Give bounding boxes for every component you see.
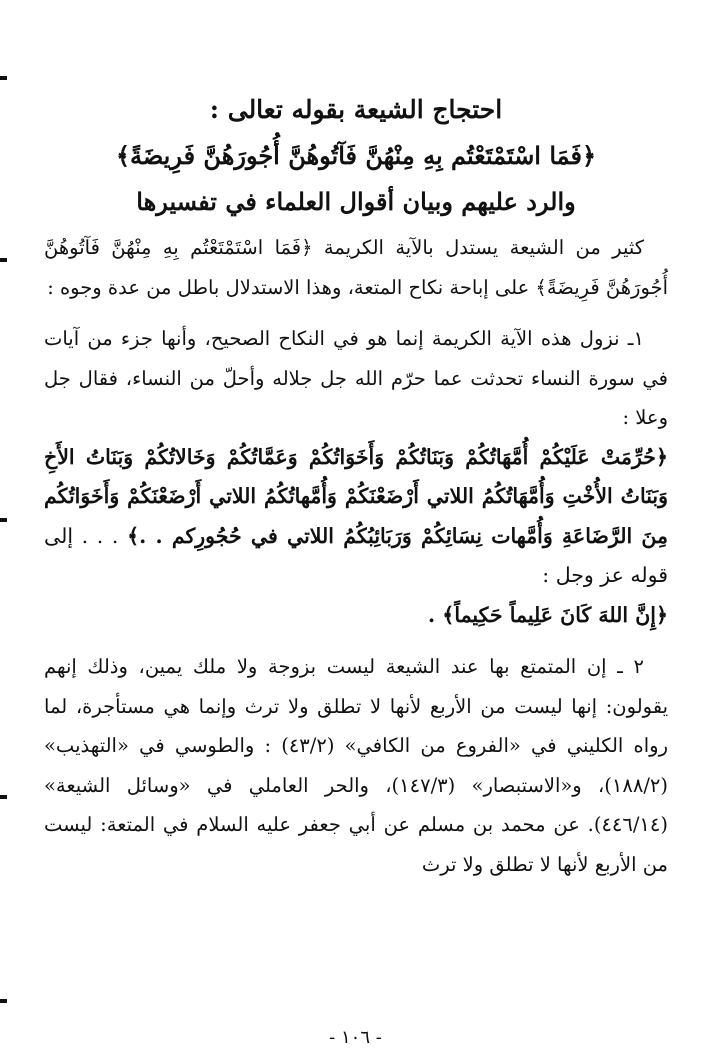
point-one-paragraph: ١ـ نزول هذه الآية الكريمة إنما هو في النكاح الصحيح، وأنها جزء من آيات في سورة النساء تحدثت عما حرّم الله جل جلاله وأحلّ من النساء، فقال جل وعلا :	[44, 327, 668, 429]
heading-verse: ﴿فَمَا اسْتَمْتَعْتُم بِهِ مِنْهُنَّ فَآتُوهُنَّ أُجُورَهُنَّ فَرِيضَةً﴾	[115, 141, 597, 170]
margin-mark	[0, 76, 7, 80]
quran-verse: ﴿حُرِّمَتْ عَلَيْكُمْ أُمَّهَاتُكُمْ وَبَنَاتُكُمْ وَأَخَوَاتُكُمْ وَعَمَّاتُكُمْ وَخَالاتُكُمْ وَبَنَاتُ الأَخِ وَبَنَاتُ الأُخْتِ وَأُمَّهَاتُكُمُ اللاتي أَرْضَعْنَكُمْ وَأُمَّهاتُكُمُ اللاتي أَرْضَعْنَكُمْ وَأَخَوَاتُكُم مِنَ الرَّضَاعَةِ وَأُمَّهات نِسَائِكُمْ وَرَبَائِبُكُمُ اللاتي في حُجُورِكم . .﴾	[44, 444, 668, 548]
page-number: - ١٠٦ -	[329, 1027, 382, 1048]
page-body	[44, 88, 668, 884]
section-heading: احتجاج الشيعة بقوله تعالى :	[209, 95, 503, 124]
margin-mark	[0, 795, 7, 799]
margin-mark	[0, 258, 7, 262]
quran-verse-block	[44, 438, 668, 596]
margin-mark	[0, 999, 7, 1003]
verse-continuation: . . . إلى قوله عز وجل :	[44, 523, 668, 587]
margin-mark	[0, 518, 7, 522]
intro-paragraph: كثير من الشيعة يستدل بالآية الكريمة ﴿فَمَا اسْتَمْتَعْتُم بِهِ مِنْهُنَّ فَآتُوهُنَّ أُجُورَهُنَّ فَرِيضَةً﴾ على إباحة نكاح المتعة، وهذا الاستدلال باطل من عدة وجوه :	[44, 236, 668, 299]
quran-verse-end: ﴿إِنَّ اللهَ كَانَ عَلِيماً حَكِيماً﴾ .	[428, 602, 668, 627]
section-subheading: والرد عليهم وبيان أقوال العلماء في تفسيرها	[136, 187, 576, 216]
point-two-paragraph: ٢ ـ إن المتمتع بها عند الشيعة ليست بزوجة ولا ملك يمين، وذلك إنهم يقولون: إنها ليست من الأربع لأنها لا تطلق ولا ترث وإنما هي مستأجرة، لما رواه الكليني في «الفروع من الكافي» (٤٣/٢) : والطوسي في «التهذيب» (١٨٨/٢)، و«الاستبصار» (١٤٧/٣)، والحر العاملي في «وسائل الشيعة» (٤٤٦/١٤). عن محمد بن مسلم عن أبي جعفر عليه السلام في المتعة: ليست من الأربع لأنها لا تطلق ولا ترث	[44, 655, 668, 876]
